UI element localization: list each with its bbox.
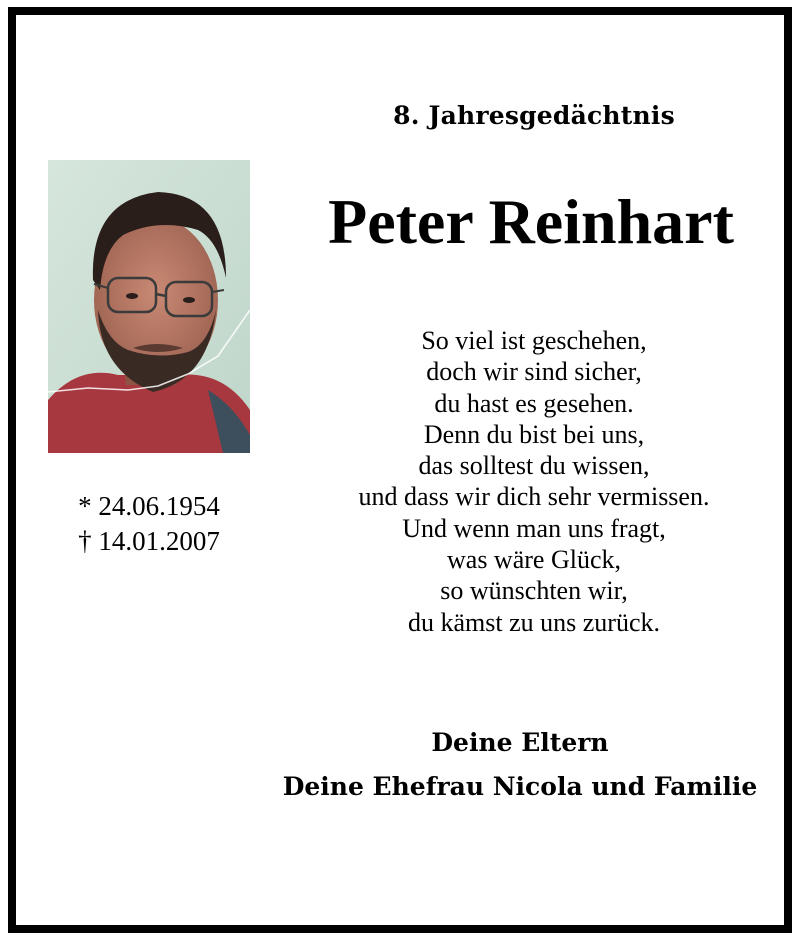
- poem-line: das solltest du wissen,: [418, 451, 650, 481]
- deceased-name: Peter Reinhart: [328, 186, 734, 257]
- poem-line: doch wir sind sicher,: [426, 357, 642, 387]
- birth-date: * 24.06.1954: [78, 491, 220, 521]
- obituary-frame: [8, 7, 792, 933]
- poem-line: Und wenn man uns fragt,: [402, 513, 666, 543]
- signature-parents: Deine Eltern: [431, 728, 609, 757]
- poem-line: so wünschten wir,: [440, 576, 628, 606]
- poem-line: du hast es gesehen.: [434, 388, 634, 418]
- poem-line: was wäre Glück,: [447, 545, 621, 575]
- signatures: [260, 721, 780, 809]
- life-dates: [48, 489, 250, 559]
- death-date: † 14.01.2007: [78, 526, 220, 556]
- poem-line: du kämst zu uns zurück.: [407, 607, 660, 637]
- portrait-photo: [48, 160, 250, 453]
- anniversary-title: 8. Jahresgedächtnis: [393, 101, 675, 130]
- memorial-poem: [284, 325, 784, 638]
- poem-line: und dass wir dich sehr vermissen.: [358, 482, 710, 512]
- signature-family: Deine Ehefrau Nicola und Familie: [282, 772, 758, 801]
- poem-line: So viel ist geschehen,: [421, 326, 647, 355]
- poem-line: Denn du bist bei uns,: [423, 419, 645, 449]
